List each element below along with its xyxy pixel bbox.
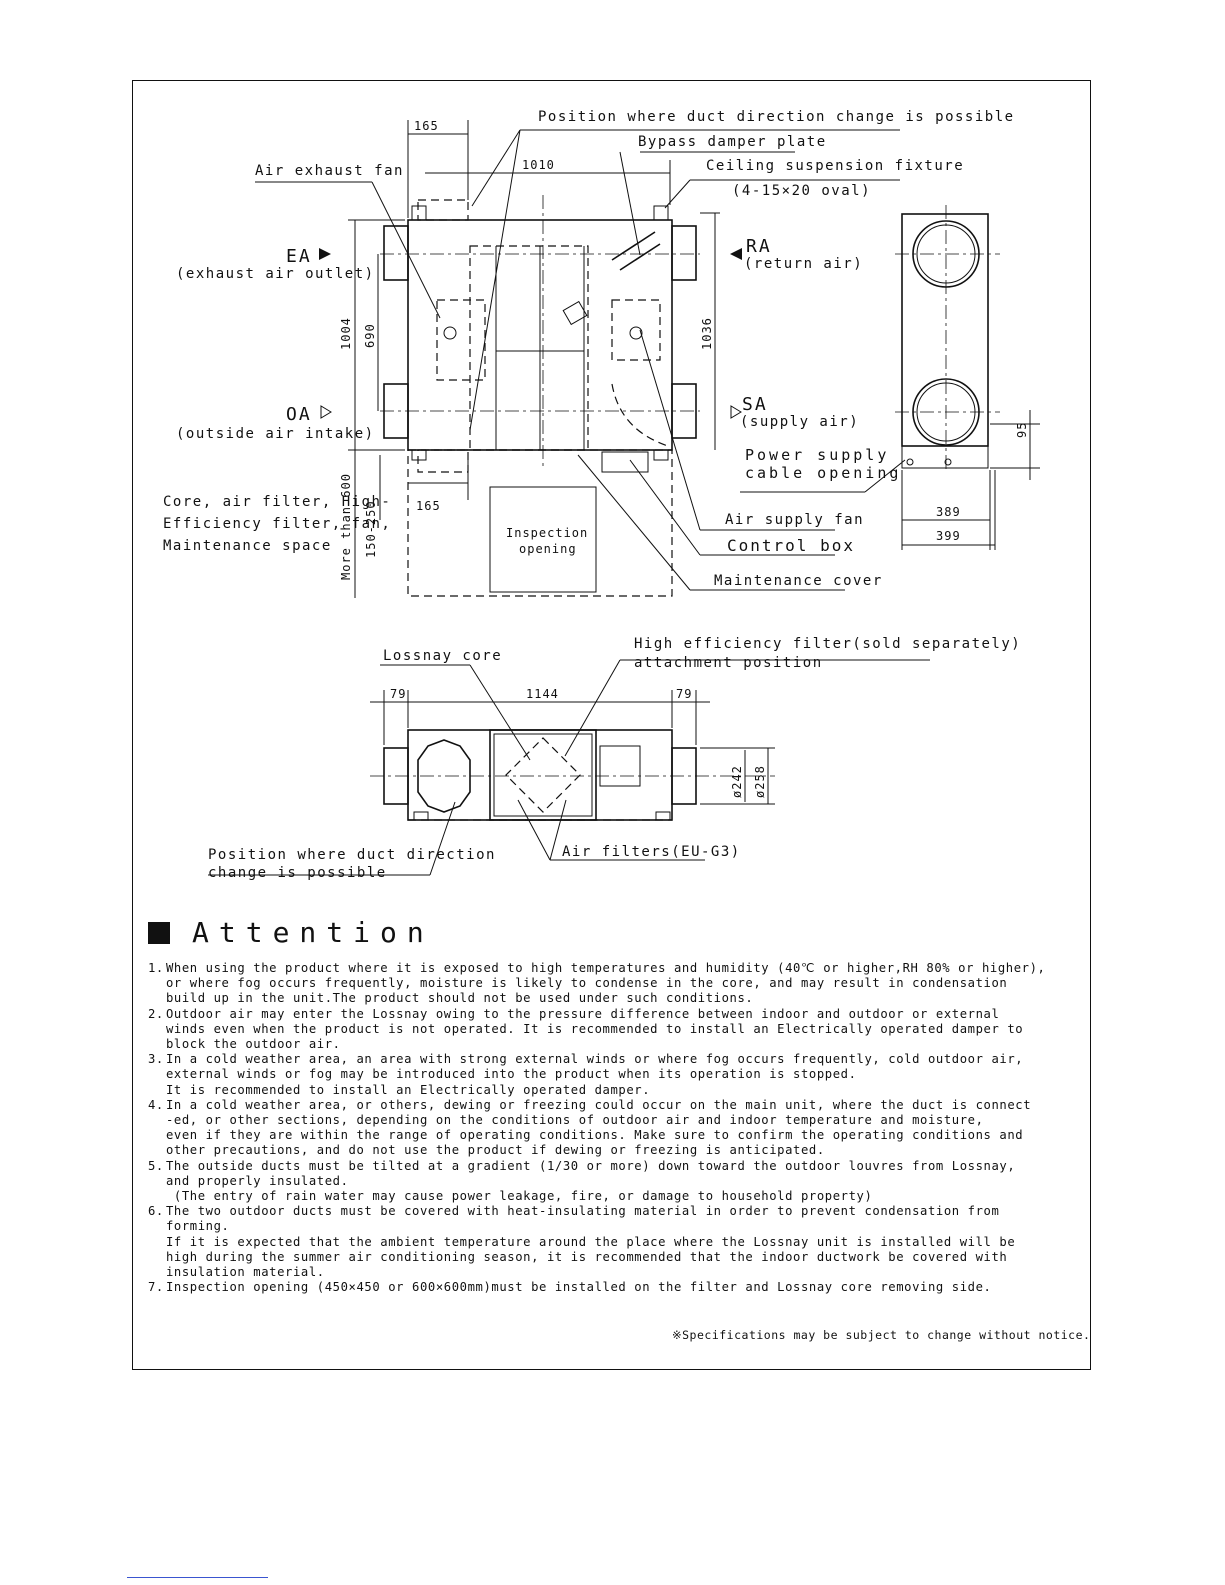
item-number: 4. — [148, 1097, 164, 1112]
unit-body-front — [408, 730, 672, 820]
maintenance-space-label-2: Efficiency filter, fan, — [163, 516, 392, 532]
attention-item-7 — [148, 1280, 1088, 1295]
footer-link-underline[interactable] — [127, 1577, 268, 1578]
port-ra-code: RA — [746, 236, 772, 257]
oa-arrow-icon — [321, 406, 331, 418]
item-number: 1. — [148, 961, 164, 975]
callout-control-box: Control box — [727, 536, 855, 555]
port-ra — [672, 226, 696, 280]
callout-bypass-damper: Bypass damper plate — [638, 134, 827, 150]
callout-duct-direction: Position where duct direction change is possible — [538, 109, 1015, 125]
attention-section — [148, 916, 1088, 1295]
ea-arrow-icon — [319, 248, 331, 260]
inspection-label-2: opening — [519, 542, 577, 556]
attention-item-1 — [148, 961, 1088, 1007]
dim-242: ø242 — [730, 765, 744, 798]
item-number: 7. — [148, 1280, 164, 1295]
item-text: When using the product where it is exposed to high temperatures and humidity (40℃ or higher,RH 80% or higher), or where fog occurs frequently, moisture is likely to condense in the core, and may result in condensation build up in the unit.The product should not be used under such conditions. — [166, 961, 1046, 1006]
callout-air-filters: Air filters(EU-G3) — [562, 844, 741, 860]
dim-690: 690 — [363, 323, 377, 348]
callout-air-exhaust-fan: Air exhaust fan — [255, 163, 404, 179]
port-sa-code: SA — [742, 394, 768, 415]
top-view — [163, 109, 1040, 598]
callout-air-supply-fan: Air supply fan — [725, 512, 865, 528]
dim-1144: 1144 — [526, 687, 559, 701]
port-ra-desc: (return air) — [744, 256, 864, 272]
item-text: The two outdoor ducts must be covered with heat-insulating material in order to prevent condensation from forming. If it is expected that the ambient temperature around the place where the Lossnay unit is installed will be high during the summer air conditioning season, it is recommended that the indoor ductwork be covered with insulation material. — [166, 1204, 1016, 1280]
attention-item-3 — [148, 1052, 1088, 1098]
attention-item-5 — [148, 1159, 1088, 1205]
exhaust-fan — [437, 300, 485, 380]
dim-1036: 1036 — [700, 317, 714, 350]
dim-600: More than 600 — [339, 473, 353, 580]
item-text: In a cold weather area, or others, dewing or freezing could occur on the main unit, where the duct is connect -ed, or other sections, depending on the conditions of outdoor air and indoor temperature and moisture, even if they are within the range of operating conditions. Make sure to confirm the operating conditions and other precautions, and do not use the product if dewing or freezing is anticipated. — [166, 1097, 1032, 1158]
callout-power-supply: Power supply — [745, 446, 890, 464]
item-text: The outside ducts must be tilted at a gradient (1/30 or more) down toward the outdoor louvres from Lossnay, and properly insulated. (The entry of rain water may cause power leakage, fire, or damage to household property) — [166, 1158, 1016, 1204]
dim-150-250: 150-250 — [364, 500, 378, 558]
callout-lossnay-core: Lossnay core — [383, 648, 503, 664]
port-ea-desc: (exhaust air outlet) — [176, 266, 375, 282]
item-number: 5. — [148, 1158, 164, 1173]
callout-cable-opening: cable opening — [745, 464, 902, 482]
attention-item-2 — [148, 1007, 1088, 1053]
callout-maintenance-cover: Maintenance cover — [714, 573, 883, 589]
dim-1010: 1010 — [522, 158, 555, 172]
callout-front-duct-1: Position where duct direction — [208, 847, 496, 863]
attention-title: Attention — [192, 916, 434, 949]
callout-ceiling-fixture: Ceiling suspension fixture — [706, 158, 965, 174]
item-number: 3. — [148, 1052, 164, 1067]
item-text: In a cold weather area, an area with strong external winds or where fog occurs frequently, cold outdoor air, external winds or fog may be introduced into the product when its operation is stopped. It is recommended to install an Electrically operated damper. — [166, 1052, 1024, 1097]
port-oa-code: OA — [286, 404, 312, 425]
supply-fan — [612, 300, 660, 360]
inspection-label-1: Inspection — [506, 526, 589, 540]
attention-item-6 — [148, 1204, 1088, 1280]
ra-arrow-icon — [730, 248, 742, 260]
callout-hef-1: High efficiency filter(sold separately) — [634, 636, 1022, 652]
callout-front-duct-2: change is possible — [208, 865, 387, 881]
port-ea-code: EA — [286, 246, 312, 267]
attention-item-4 — [148, 1098, 1088, 1159]
item-number: 6. — [148, 1204, 164, 1219]
item-text: Outdoor air may enter the Lossnay owing to the pressure difference between indoor and outdoor or external winds even when the product is not operated. It is recommended to install an Electrically operated damper to block the outdoor air. — [166, 1006, 1024, 1052]
callout-ceiling-fixture-spec: (4-15×20 oval) — [732, 183, 872, 199]
dim-79-right: 79 — [676, 687, 693, 701]
port-sa-desc: (supply air) — [740, 414, 860, 430]
callout-hef-2: attachment position — [634, 655, 823, 671]
dim-79-left: 79 — [390, 687, 407, 701]
port-oa-desc: (outside air intake) — [176, 426, 375, 442]
attention-header — [148, 916, 1088, 949]
dim-95: 95 — [1015, 421, 1029, 438]
item-text: Inspection opening (450×450 or 600×600mm)must be installed on the filter and Lossnay core removing side. — [166, 1280, 992, 1295]
black-square-icon — [148, 922, 170, 944]
dim-1004: 1004 — [339, 317, 353, 350]
specifications-note: ※Specifications may be subject to change without notice. — [672, 1328, 1091, 1342]
attention-list — [148, 961, 1088, 1295]
front-view — [208, 636, 1021, 881]
dim-258: ø258 — [753, 765, 767, 798]
port-ea — [384, 226, 408, 280]
control-box — [602, 452, 648, 472]
maintenance-space-label-1: Core, air filter, High- — [163, 494, 392, 510]
dim-165-top: 165 — [414, 119, 439, 133]
core-outline — [470, 246, 588, 450]
dim-389: 389 — [936, 505, 961, 519]
dim-399: 399 — [936, 529, 961, 543]
dim-165-bottom: 165 — [416, 499, 441, 513]
item-number: 2. — [148, 1006, 164, 1021]
maintenance-space-label-3: Maintenance space — [163, 538, 332, 554]
